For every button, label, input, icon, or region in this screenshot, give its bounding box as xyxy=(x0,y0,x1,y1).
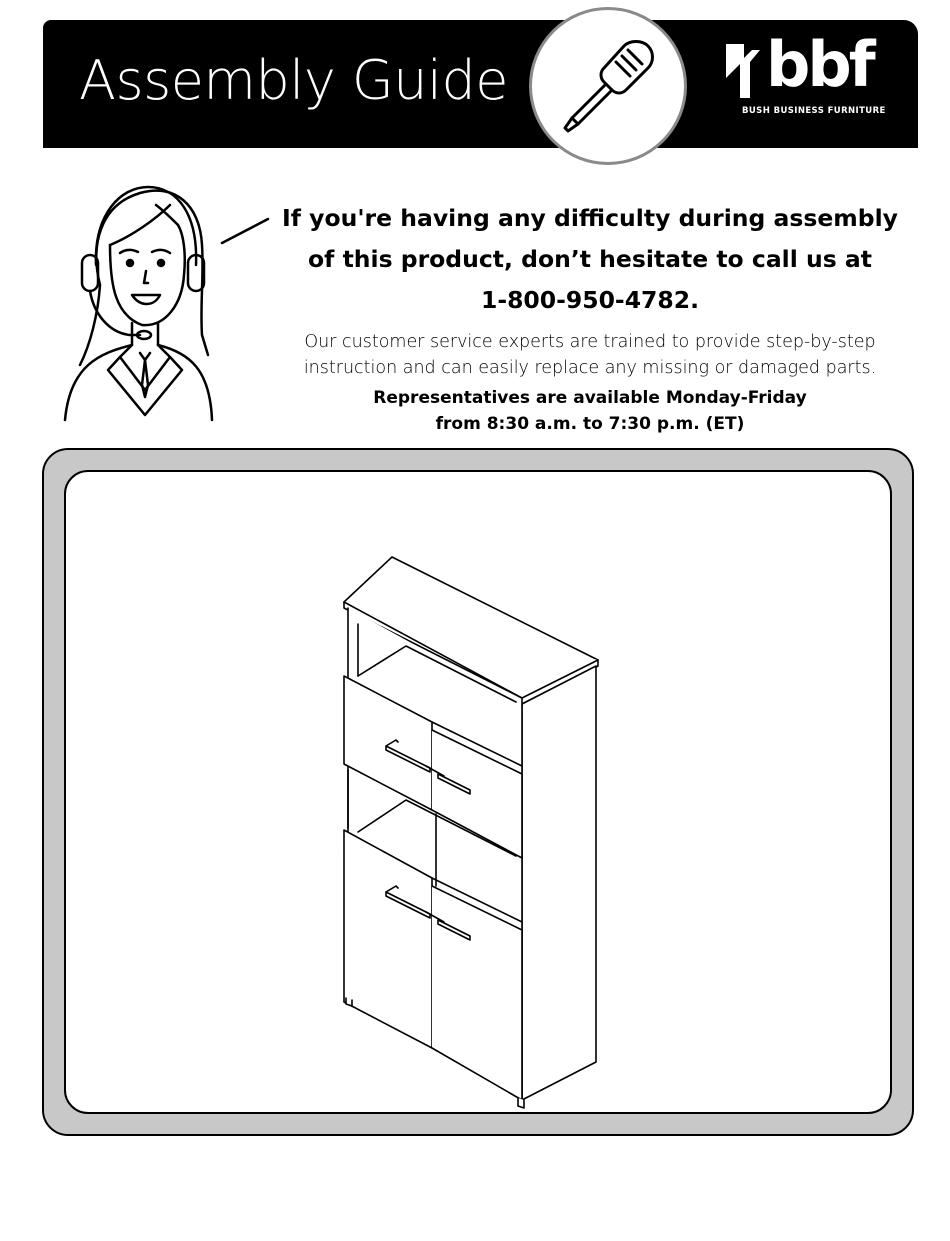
support-heading-line: of this product, don’t hesitate to call us at xyxy=(308,245,872,273)
support-heading-line: If you're having any difficulty during assembly xyxy=(282,204,898,232)
screwdriver-icon xyxy=(529,7,687,165)
bookcase-cabinet-illustration xyxy=(330,552,610,1112)
brand-wordmark: bbf xyxy=(766,28,873,101)
support-phone-number: 1-800-950-4782. xyxy=(480,286,700,314)
support-description xyxy=(268,329,912,381)
support-description-line: instruction and can easily replace any missing or damaged parts. xyxy=(303,358,877,378)
customer-service-agent-icon xyxy=(60,175,275,425)
page-title: Assembly Guide xyxy=(79,49,509,112)
brand-tagline: BUSH BUSINESS FURNITURE xyxy=(742,106,886,116)
support-hours-line: Representatives are available Monday-Friday xyxy=(373,388,807,408)
support-hours xyxy=(290,385,890,437)
support-description-line: Our customer service experts are trained to provide step-by-step xyxy=(304,332,876,352)
support-heading xyxy=(280,198,900,321)
support-hours-line: from 8:30 a.m. to 7:30 p.m. (ET) xyxy=(435,414,745,434)
